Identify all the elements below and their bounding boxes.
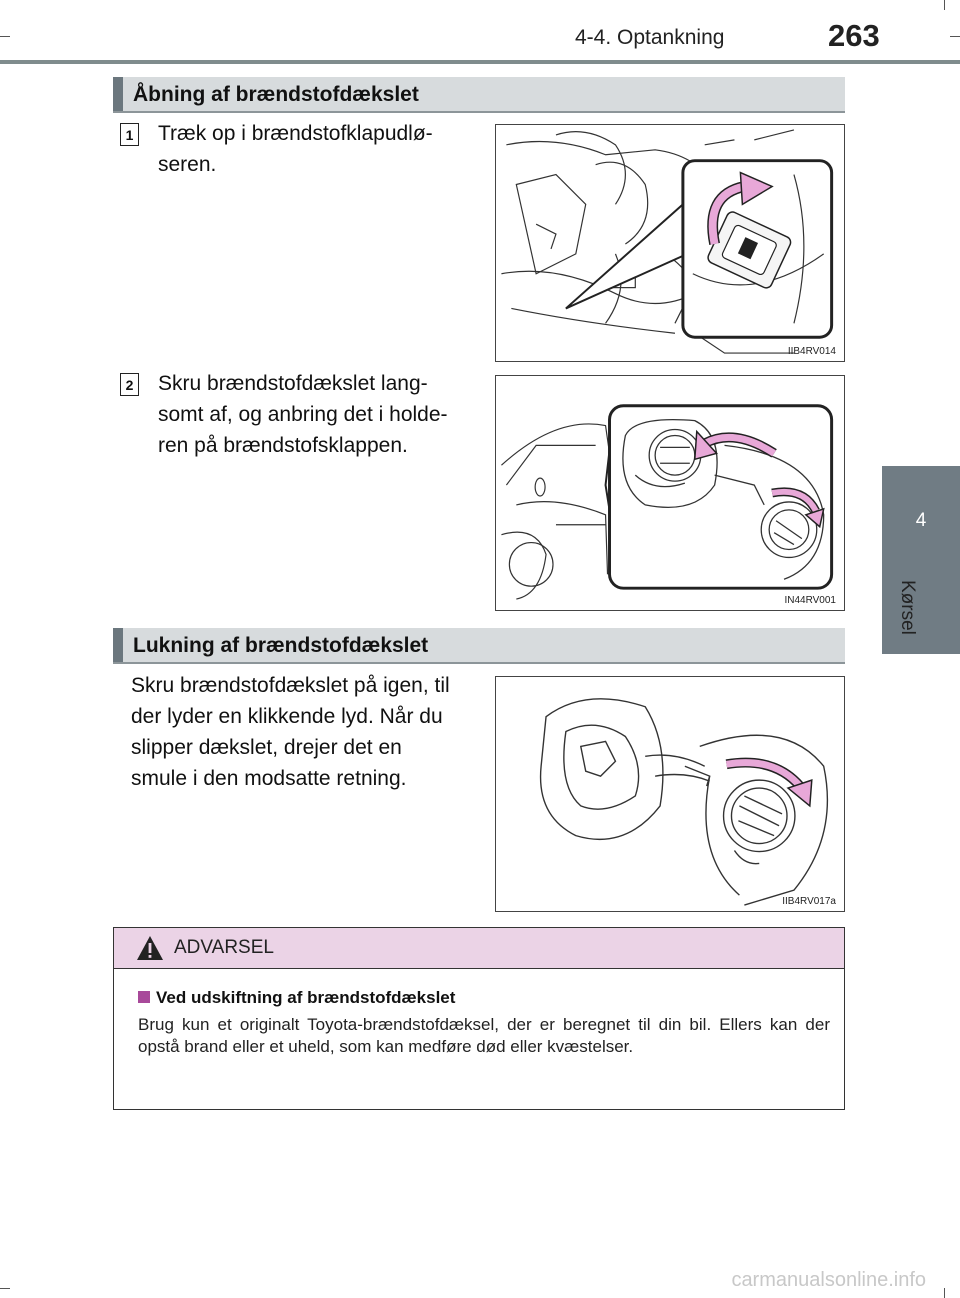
step-2-text — [158, 368, 476, 461]
section-heading-opening — [113, 77, 845, 113]
figure-code: IIB4RV017a — [782, 896, 836, 907]
warning-box — [113, 927, 845, 1110]
watermark: carmanualsonline.info — [731, 1269, 926, 1291]
section-title: Lukning af brændstofdækslet — [133, 634, 429, 657]
chapter-tab — [882, 466, 960, 654]
warning-subtitle — [138, 988, 455, 1008]
step-2-line-2: somt af, og anbring det i holde- — [158, 403, 448, 426]
closing-line-3: slipper dækslet, drejer det en — [131, 736, 402, 759]
figure-unscrew-cap — [495, 375, 845, 611]
closing-text — [131, 670, 477, 794]
page-number: 263 — [828, 18, 880, 53]
figure-code: IIB4RV014 — [787, 346, 836, 357]
warning-triangle-icon — [136, 935, 164, 961]
step-1-line-1: Træk op i brændstofklapudlø- — [158, 122, 433, 145]
step-badge-2: 2 — [120, 373, 139, 396]
section-accent — [113, 77, 123, 111]
header-rule — [0, 60, 960, 64]
closing-line-1: Skru brændstofdækslet på igen, til — [131, 674, 450, 697]
step-2-line-3: ren på brændstofsklappen. — [158, 434, 408, 457]
warning-body: Brug kun et originalt Toyota-brændstofdæksel, der er beregnet til din bil. Ellers kan der opstå brand eller et uheld, som kan medføre død eller kvæstelser. — [138, 1015, 830, 1056]
step-1-text — [158, 118, 476, 180]
warning-header — [114, 928, 844, 969]
section-accent — [113, 628, 123, 662]
figure-fuel-release-lever — [495, 124, 845, 362]
closing-line-2: der lyder en klikkende lyd. Når du — [131, 705, 443, 728]
step-badge-1: 1 — [120, 123, 139, 146]
figure-code: IN44RV001 — [784, 595, 836, 606]
section-heading-closing — [113, 628, 845, 664]
step-2-line-1: Skru brændstofdækslet lang- — [158, 372, 428, 395]
warning-subtitle-text: Ved udskiftning af brændstofdækslet — [156, 988, 456, 1007]
chapter-number: 4 — [915, 510, 927, 531]
bullet-square-icon — [138, 991, 150, 1003]
figure-tighten-cap — [495, 676, 845, 912]
warning-title: ADVARSEL — [174, 937, 274, 958]
header-section-title: 4-4. Optankning — [575, 26, 725, 49]
section-title: Åbning af brændstofdækslet — [133, 83, 419, 106]
chapter-label: Kørsel — [897, 580, 918, 635]
unscrew-cap-illustration — [496, 376, 844, 610]
tighten-cap-illustration — [496, 677, 844, 911]
step-1-line-2: seren. — [158, 153, 217, 176]
fuel-release-illustration — [496, 125, 844, 361]
closing-line-4: smule i den modsatte retning. — [131, 767, 407, 790]
